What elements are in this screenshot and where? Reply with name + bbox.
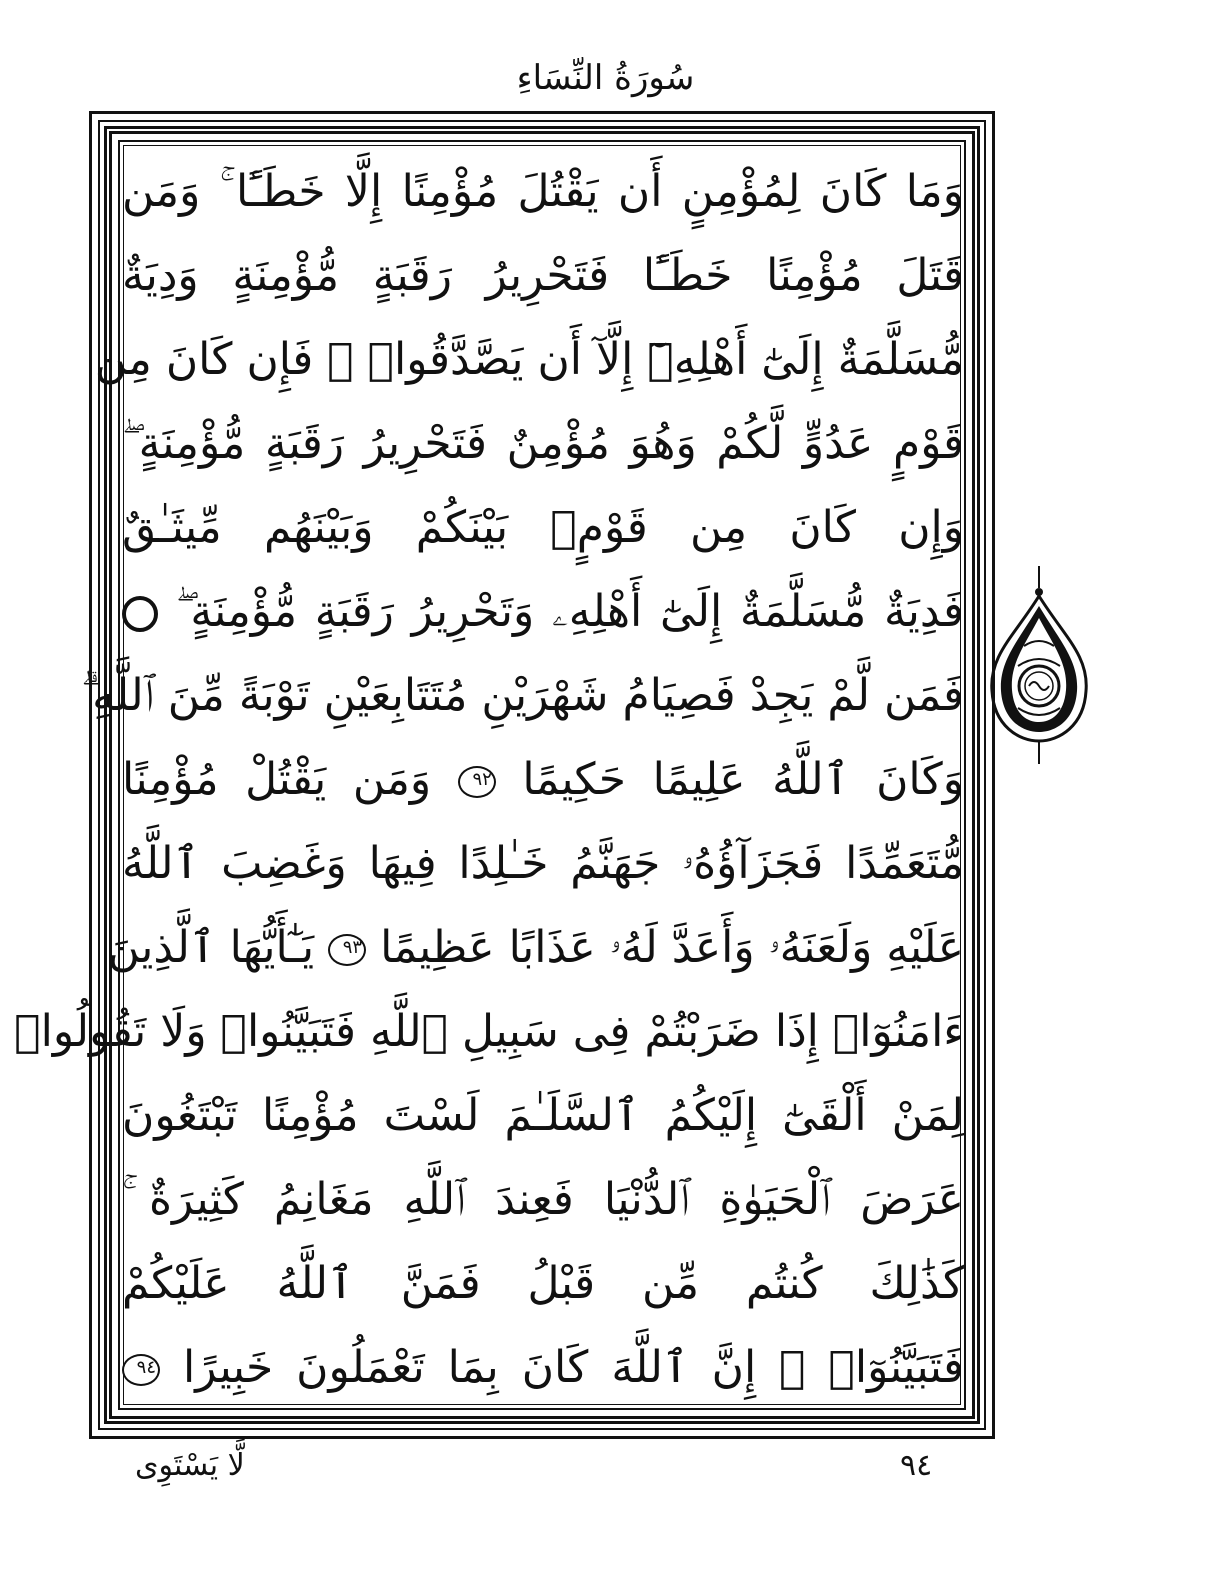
quran-text-area: [14, 150, 965, 1410]
text-line-12: لِمَنْ أَلْقَىٰٓ إِلَيْكُمُ ٱلسَّلَـٰمَ لَسْتَ مُؤْمِنًا تَبْتَغُونَ: [122, 1090, 964, 1141]
rub-hizb-marker: [122, 596, 158, 632]
text-line-8: وَكَانَ ٱللَّهُ عَلِيمًا حَكِيمًا ٩٢ وَمَن يَقْتُلْ مُؤْمِنًا: [122, 754, 965, 805]
text-line-5: وَإِن كَانَ مِن قَوْمٍۭ بَيْنَكُمْ وَبَيْنَهُم مِّيثَـٰقٌ: [122, 502, 964, 553]
text-line-1: وَمَا كَانَ لِمُؤْمِنٍ أَن يَقْتُلَ مُؤْمِنًا إِلَّا خَطَـًٔا ۚ وَمَن: [122, 166, 964, 217]
ayah-number-marker: ٩٢: [458, 766, 496, 798]
text-line-10: عَلَيْهِ وَلَعَنَهُۥ وَأَعَدَّ لَهُۥ عَذَابًا عَظِيمًا ٩٣ يَـٰٓأَيُّهَا ٱلَّذِينَ: [107, 922, 964, 973]
text-line-7: فَمَن لَّمْ يَجِدْ فَصِيَامُ شَهْرَيْنِ مُتَتَابِعَيْنِ تَوْبَةً مِّنَ ٱللَّهِ ۗ: [81, 670, 964, 721]
text-line-3: مُّسَلَّمَةٌ إِلَىٰٓ أَهْلِهِۦٓ إِلَّآ أَن يَصَّدَّقُوا۟ ۚ فَإِن كَانَ مِن: [94, 334, 964, 385]
text-line-2: قَتَلَ مُؤْمِنًا خَطَـًٔا فَتَحْرِيرُ رَقَبَةٍ مُّؤْمِنَةٍ وَدِيَةٌ: [122, 250, 964, 301]
hizb-ornament-icon: [984, 566, 1094, 766]
text-line-9: مُّتَعَمِّدًا فَجَزَآؤُهُۥ جَهَنَّمُ خَـٰلِدًا فِيهَا وَغَضِبَ ٱللَّهُ: [122, 838, 964, 889]
text-line-13: عَرَضَ ٱلْحَيَوٰةِ ٱلدُّنْيَا فَعِندَ ٱللَّهِ مَغَانِمُ كَثِيرَةٌ ۚ: [122, 1174, 964, 1225]
text-line-4: قَوْمٍ عَدُوٍّ لَّكُمْ وَهُوَ مُؤْمِنٌ فَتَحْرِيرُ رَقَبَةٍ مُّؤْمِنَةٍ ۖ: [122, 418, 964, 469]
text-line-15: فَتَبَيَّنُوٓا۟ ۚ إِنَّ ٱللَّهَ كَانَ بِمَا تَعْمَلُونَ خَبِيرًا ٩٤: [122, 1326, 964, 1410]
ayah-number-marker: ٩٤: [122, 1354, 160, 1386]
surah-title: سُورَةُ النِّسَاءِ: [516, 58, 695, 98]
ayah-number-marker: ٩٣: [328, 934, 366, 966]
text-line-14: كَذَٰلِكَ كُنتُم مِّن قَبْلُ فَمَنَّ ٱللَّهُ عَلَيْكُمْ: [122, 1258, 964, 1309]
text-line-6: فَدِيَةٌ مُّسَلَّمَةٌ إِلَىٰٓ أَهْلِهِۦ وَتَحْرِيرُ رَقَبَةٍ مُّؤْمِنَةٍ ۖ: [122, 570, 964, 654]
catchword: لَّا يَسْتَوِى: [135, 1448, 245, 1483]
page-number: ٩٤: [900, 1448, 933, 1483]
text-line-11: ءَامَنُوٓا۟ إِذَا ضَرَبْتُمْ فِى سَبِيلِ ٱللَّهِ فَتَبَيَّنُوا۟ وَلَا تَقُولُوا۟: [14, 1006, 964, 1057]
